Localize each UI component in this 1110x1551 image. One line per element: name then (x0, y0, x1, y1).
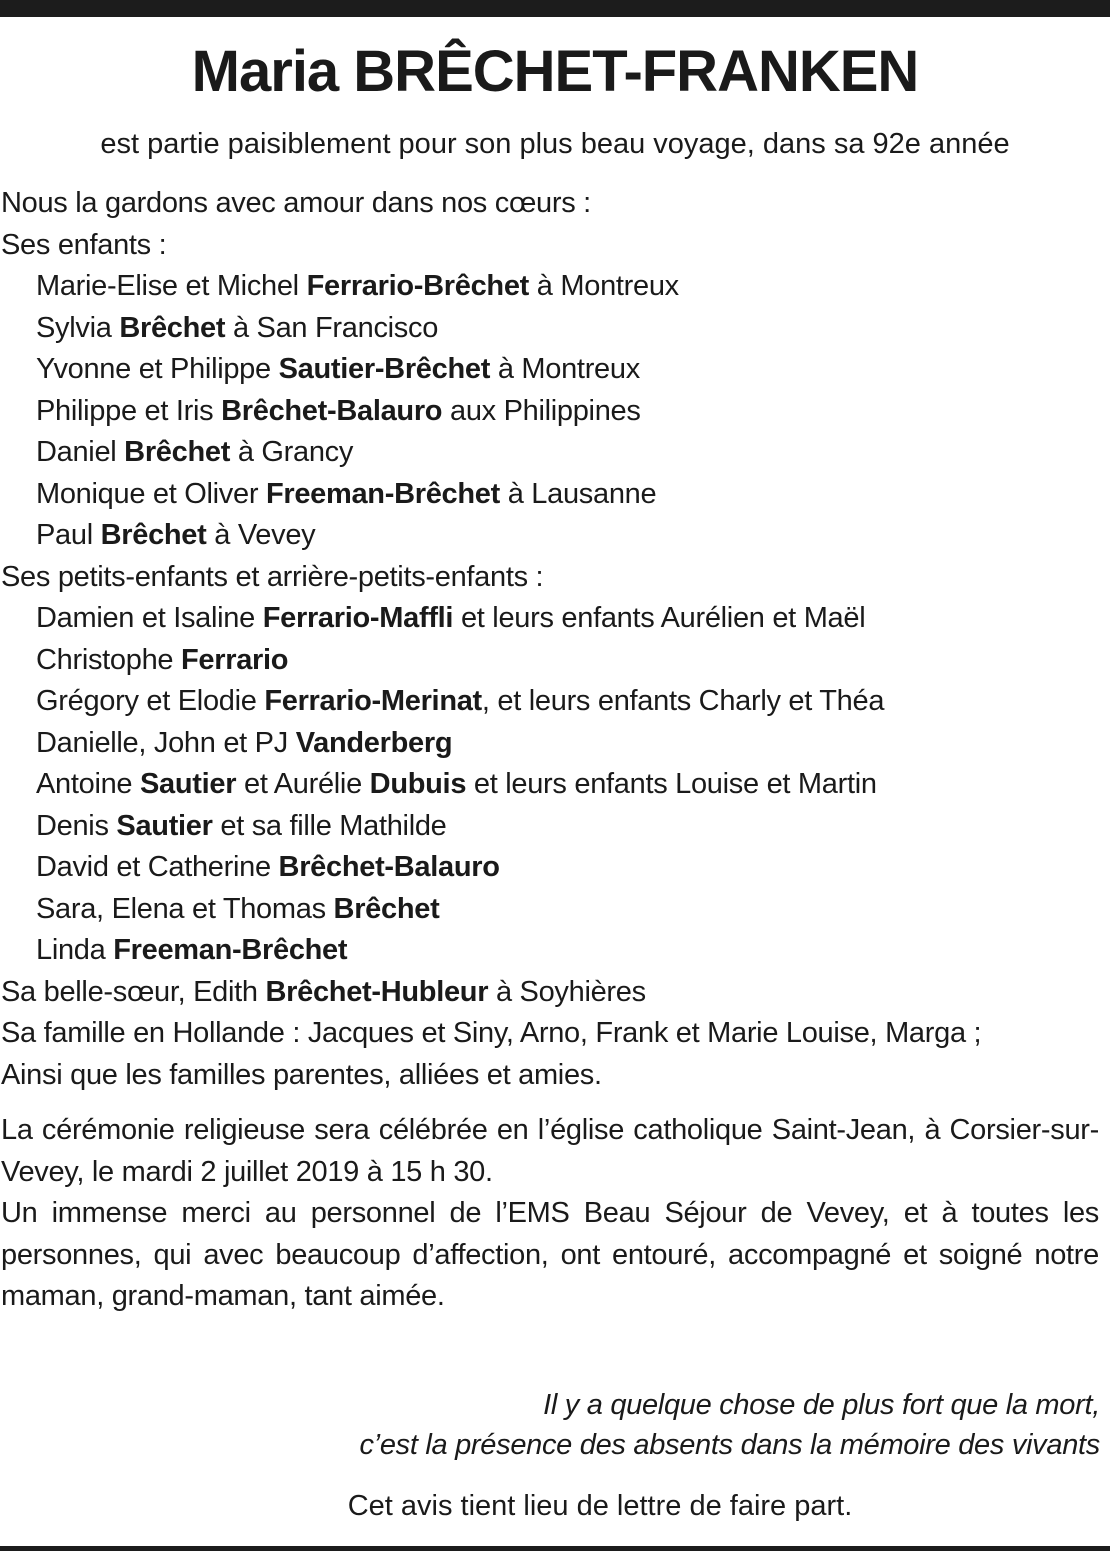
spacer (1, 1096, 1099, 1110)
holland-family-paragraph: Sa famille en Hollande : Jacques et Siny, Arno, Frank et Marie Louise, Marga ; (1, 1017, 982, 1049)
intro-line: Nous la gardons avec amour dans nos cœurs : (1, 187, 591, 219)
family-name: Ferrario (181, 643, 289, 676)
list-item: Marie-Elise et Michel Ferrario-Brêchet à Montreux (36, 270, 679, 302)
list-item: Paul Brêchet à Vevey (36, 519, 316, 551)
list-item: Damien et Isaline Ferrario-Maffli et leurs enfants Aurélien et Maël (36, 602, 866, 634)
quote-line-1: Il y a quelque chose de plus fort que la mort, (543, 1389, 1100, 1421)
family-name: Vanderberg (295, 726, 453, 759)
family-name: Brêchet-Hubleur (265, 975, 489, 1008)
family-name: Brêchet (100, 519, 207, 551)
family-name: Brêchet (119, 311, 226, 344)
family-name: Freeman-Brêchet (265, 477, 500, 510)
family-name: Brêchet-Balauro (278, 851, 500, 883)
subtitle: est partie paisiblement pour son plus beau voyage, dans sa 92e année (100, 128, 1010, 160)
deceased-name-title: Maria BRÊCHET-FRANKEN (191, 39, 919, 104)
list-item: Linda Freeman-Brêchet (36, 934, 348, 966)
family-name: Ferrario-Merinat (264, 685, 482, 717)
list-item: Christophe Ferrario (36, 643, 289, 676)
list-item: Sylvia Brêchet à San Francisco (36, 311, 439, 344)
family-name: Brêchet (124, 436, 231, 468)
grandchildren-heading: Ses petits-enfants et arrière-petits-enfants : (1, 560, 544, 593)
sister-in-law-line: Sa belle-sœur, Edith Brêchet-Hubleur à Soyhières (1, 975, 646, 1008)
list-item: Grégory et Elodie Ferrario-Merinat, et leurs enfants Charly et Théa (36, 685, 885, 717)
family-name: Sautier (140, 768, 237, 800)
list-item: Philippe et Iris Brêchet-Balauro aux Philippines (36, 394, 641, 427)
list-item: Denis Sautier et sa fille Mathilde (36, 809, 447, 842)
list-item: David et Catherine Brêchet-Balauro (36, 851, 500, 883)
family-name: Freeman-Brêchet (113, 934, 348, 966)
list-item: Sara, Elena et Thomas Brêchet (36, 892, 440, 925)
list-item: Antoine Sautier et Aurélie Dubuis et leurs enfants Louise et Martin (36, 768, 877, 800)
list-item: Danielle, John et PJ Vanderberg (36, 726, 453, 759)
list-item: Yvonne et Philippe Sautier-Brêchet à Montreux (36, 353, 640, 385)
notice-body (1, 183, 1099, 1318)
quote-line-2: c’est la présence des absents dans la mémoire des vivants (359, 1429, 1100, 1461)
family-name: Sautier (116, 809, 213, 842)
list-item: Daniel Brêchet à Grancy (36, 436, 354, 468)
family-name: Ferrario-Maffli (262, 602, 454, 634)
children-list (1, 266, 1099, 557)
top-border-bar (0, 0, 1110, 17)
ceremony-paragraph: La cérémonie religieuse sera célébrée en l’église catholique Saint-Jean, à Corsier-sur-Vevey, le mardi 2 juillet 2019 à 15 h 30. (1, 1114, 1099, 1188)
others-line: Ainsi que les familles parentes, alliées et amies. (1, 1058, 602, 1091)
children-heading: Ses enfants : (1, 228, 167, 261)
bottom-border-bar (0, 1546, 1110, 1551)
family-name: Brêchet (333, 892, 440, 925)
list-item: Monique et Oliver Freeman-Brêchet à Lausanne (36, 477, 657, 510)
family-name: Sautier-Brêchet (278, 353, 491, 385)
quote (100, 1385, 1100, 1465)
family-name: Dubuis (369, 768, 467, 800)
family-name: Brêchet-Balauro (221, 394, 443, 427)
closing-note: Cet avis tient lieu de lettre de faire part. (347, 1490, 853, 1522)
family-name: Ferrario-Brêchet (306, 270, 530, 302)
thanks-paragraph: Un immense merci au personnel de l’EMS Beau Séjour de Vevey, et à toutes les personnes, qui avec beaucoup d’affection, ont entouré, accompagné et soigné notre maman, grand-maman, tant aimée. (1, 1197, 1099, 1312)
grandchildren-list (1, 598, 1099, 972)
